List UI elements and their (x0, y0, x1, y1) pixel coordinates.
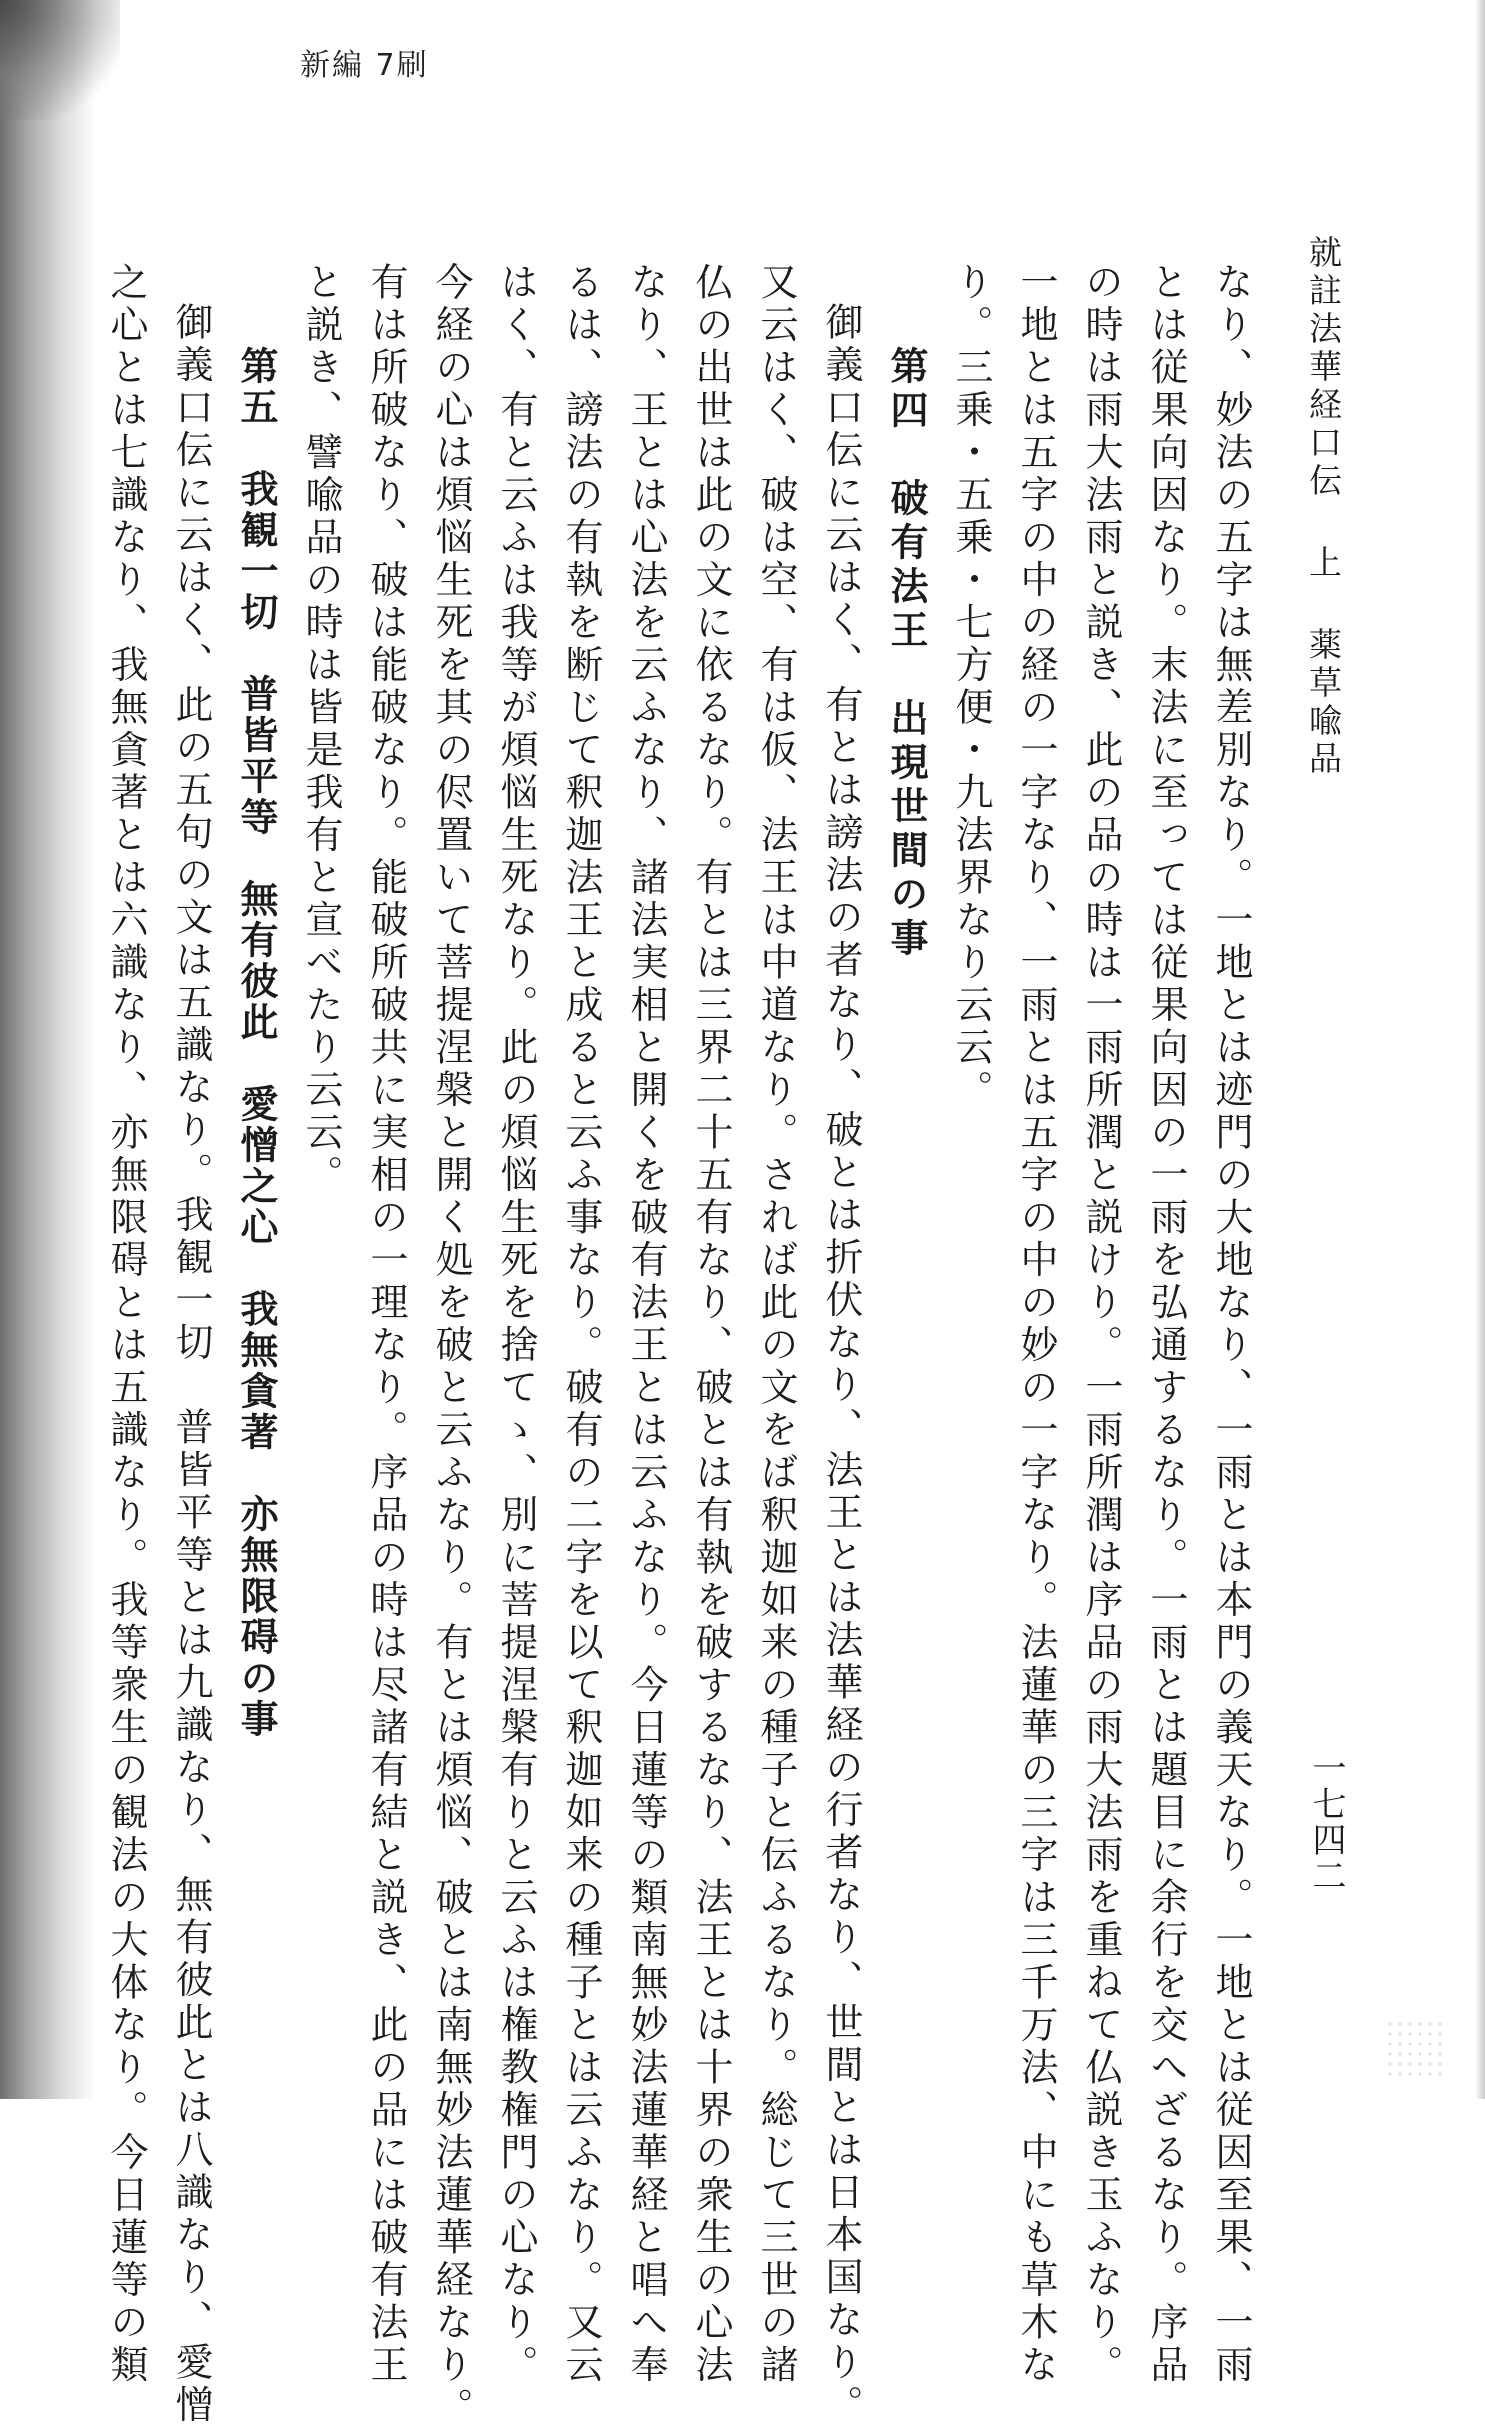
text-column-12: はく、有と云ふは我等が煩悩生死なり。此の煩悩生死を捨てゝ、別に菩提涅槃有りと云ふは権教権門の心なり。 (494, 262, 538, 2387)
text-column-10: なり、王とは心法を云ふなり、諸法実相と開くを破有法王とは云ふなり。今日蓮等の類南無妙法蓮華経と唱へ奉 (624, 262, 668, 2387)
text-column-9: 仏の出世は此の文に依るなり。有とは三界二十五有なり、破とは有執を破するなり、法王とは十界の衆生の心法 (689, 262, 733, 2387)
text-column-15: と説き、譬喩品の時は皆是我有と宣べたり云云。 (299, 262, 343, 1197)
page-number: 一七四二 (1306, 1750, 1346, 1894)
text-column-1: なり、妙法の五字は無差別なり。一地とは迹門の大地なり、一雨とは本門の義天なり。一地とは従因至果、一雨 (1209, 262, 1253, 2387)
text-column-5: り。三乗・五乗・七方便・九法界なり云云。 (949, 262, 993, 1112)
text-column-13: 今経の心は煩悩生死を其の侭置いて菩提涅槃と開く処を破と云ふなり。有とは煩悩、破とは南無妙法蓮華経なり。 (429, 262, 473, 2430)
binding-corner-shadow (0, 0, 120, 120)
section-heading-4: 第四 破有法王 出現世間の事 (884, 346, 928, 962)
edition-stamp: 新編 7刷 (300, 48, 429, 83)
text-column-2: とは従果向因なり。末法に至っては従果向因の一雨を弘通するなり。一雨とは題目に余行を交へざるなり。序品 (1144, 262, 1188, 2387)
running-head: 就註法華経口伝 上 薬草喩品 (1304, 235, 1343, 779)
scan-artifact (1385, 2019, 1445, 2079)
text-column-14: 有は所破なり、破は能破なり。能破所破共に実相の一理なり。序品の時は尽諸有結と説き、此の品には破有法王 (364, 262, 408, 2387)
text-column-8: 又云はく、破は空、有は仮、法王は中道なり。されば此の文をば釈迦如来の種子と伝ふるなり。総じて三世の諸 (754, 262, 798, 2387)
page-right-edge (1475, 0, 1485, 2099)
text-column-18: 之心とは七識なり、我無貪著とは六識なり、亦無限碍とは五識なり。我等衆生の観法の大体なり。今日蓮等の類 (104, 262, 148, 2387)
text-column-17: 御義口伝に云はく、此の五句の文は五識なり。我観一切 普皆平等とは九識なり、無有彼此とは八識なり、愛憎 (169, 302, 213, 2427)
section-heading-5: 第五 我観一切 普皆平等 無有彼此 愛憎之心 我無貪著 亦無限碍の事 (234, 346, 278, 1740)
binding-shadow (0, 0, 95, 2099)
text-column-4: 一地とは五字の中の経の一字なり、一雨とは五字の中の妙の一字なり。法蓮華の三字は三千万法、中にも草木な (1014, 262, 1058, 2387)
text-column-3: の時は雨大法雨と説き、此の品の時は一雨所潤と説けり。一雨所潤は序品の雨大法雨を重ねて仏説き玉ふなり。 (1079, 262, 1123, 2387)
text-column-11: るは、謗法の有執を断じて釈迦法王と成ると云ふ事なり。破有の二字を以て釈迦如来の種子とは云ふなり。又云 (559, 262, 603, 2387)
text-column-7: 御義口伝に云はく、有とは謗法の者なり、破とは折伏なり、法王とは法華経の行者なり、世間とは日本国なり。 (819, 302, 863, 2427)
